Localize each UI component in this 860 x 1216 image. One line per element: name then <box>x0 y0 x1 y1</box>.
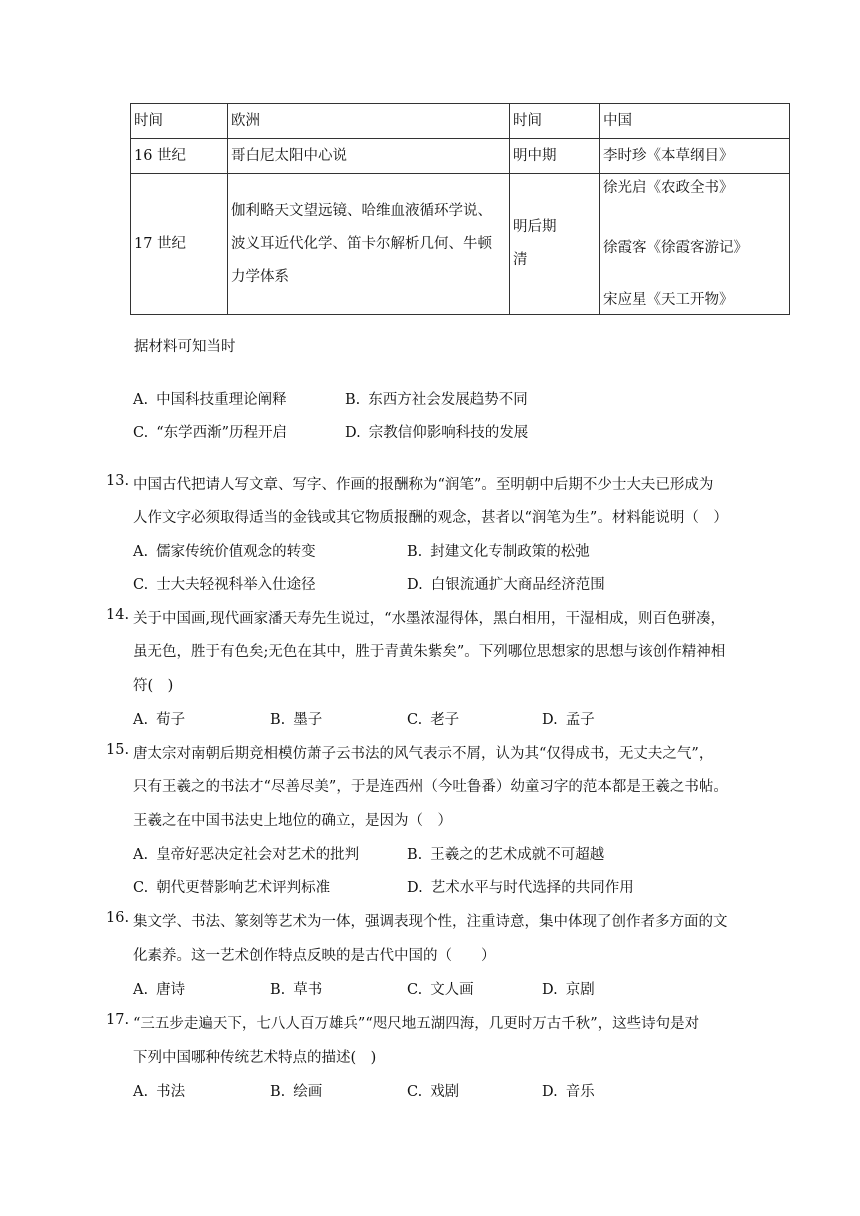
option-text: 艺术水平与时代选择的共同作用 <box>430 880 634 896</box>
option-a[interactable] <box>133 1080 185 1101</box>
table-cell: 李时珍《本草纲目》 <box>600 139 790 174</box>
option-key: A. <box>133 847 149 863</box>
question-line: 中国古代把请人写文章、写字、作画的报酬称为“润笔”。至明朝中后期不少士大夫已形成为 <box>133 477 714 493</box>
option-key: D. <box>542 712 558 728</box>
option-key: C. <box>407 712 423 728</box>
option-text: 白银流通扩大商品经济范围 <box>430 577 605 593</box>
option-key: D. <box>407 880 423 896</box>
option-key: A. <box>133 712 149 728</box>
cell-line: 波义耳近代化学、笛卡尔解析几何、牛顿 <box>231 235 492 252</box>
cell-line: 徐霞客《徐霞客游记》 <box>603 240 748 256</box>
option-text: 戏剧 <box>430 1084 460 1100</box>
option-key: B. <box>270 1084 286 1100</box>
option-text: 绘画 <box>293 1084 323 1100</box>
option-key: C. <box>407 982 423 998</box>
option-text: 士大夫轻视科举入仕途径 <box>156 577 316 593</box>
question-line: 集文学、书法、篆刻等艺术为一体，强调表现个性，注重诗意，集中体现了创作者多方面的文 <box>133 914 728 930</box>
question-line: 人作文字必须取得适当的金钱或其它物质报酬的观念，甚者以“润笔为生”。材料能说明（ ） <box>133 510 728 526</box>
option-d[interactable] <box>542 978 595 999</box>
question-number: 13. <box>106 473 130 489</box>
question-line: 符( ) <box>133 678 174 694</box>
option-key: B. <box>407 544 423 560</box>
table-cell-time-cn <box>510 174 600 315</box>
question-line: 化素养。这一艺术创作特点反映的是古代中国的（ ） <box>133 948 496 964</box>
option-key: A. <box>133 392 149 408</box>
option-key: D. <box>542 982 558 998</box>
table-row <box>131 139 790 174</box>
option-key: A. <box>133 982 149 998</box>
cell-line: 徐光启《农政全书》 <box>603 180 734 196</box>
option-c[interactable] <box>133 573 316 594</box>
option-text: 草书 <box>293 982 323 998</box>
option-text: 书法 <box>156 1084 186 1100</box>
option-a[interactable] <box>133 388 287 409</box>
table-cell: 明中期 <box>510 139 600 174</box>
question-stem: 据材料可知当时 <box>134 339 236 355</box>
header-cell: 时间 <box>131 104 228 139</box>
option-b[interactable] <box>270 1080 322 1101</box>
table-row <box>131 174 790 315</box>
option-key: C. <box>133 425 149 441</box>
option-text: “东学西渐”历程开启 <box>156 425 288 441</box>
header-cell: 时间 <box>510 104 600 139</box>
option-c[interactable] <box>133 421 287 442</box>
option-b[interactable] <box>270 978 322 999</box>
option-text: 王羲之的艺术成就不可超越 <box>430 847 605 863</box>
option-key: B. <box>270 712 286 728</box>
option-text: 东西方社会发展趋势不同 <box>368 392 528 408</box>
question-line: 只有王羲之的书法才“尽善尽美”，于是连西州（今吐鲁番）幼童习字的范本都是王羲之书帖。 <box>133 779 728 795</box>
option-key: D. <box>542 1084 558 1100</box>
option-text: 京剧 <box>565 982 595 998</box>
option-b[interactable] <box>407 843 604 864</box>
cell-line: 宋应星《天工开物》 <box>603 292 734 308</box>
question-number: 14. <box>106 607 130 623</box>
option-text: 唐诗 <box>156 982 186 998</box>
question-line: 下列中国哪种传统艺术特点的描述( ) <box>133 1050 377 1066</box>
option-b[interactable] <box>345 388 528 409</box>
question-line: 王羲之在中国书法史上地位的确立，是因为（ ） <box>133 813 452 829</box>
option-text: 荀子 <box>156 712 186 728</box>
question-line: 虽无色，胜于有色矣;无色在其中，胜于青黄朱紫矣”。下列哪位思想家的思想与该创作精神相 <box>133 644 726 660</box>
table-cell: 哥白尼太阳中心说 <box>228 139 510 174</box>
option-text: 老子 <box>430 712 460 728</box>
option-key: D. <box>407 577 423 593</box>
option-key: C. <box>407 1084 423 1100</box>
option-c[interactable] <box>133 876 330 897</box>
option-text: 朝代更替影响艺术评判标准 <box>156 880 331 896</box>
question-line: “三五步走遍天下，七八人百万雄兵”“咫尺地五湖四海，几更时万古千秋”，这些诗句是对 <box>133 1016 700 1032</box>
question-number: 17. <box>106 1012 130 1028</box>
header-cell: 中国 <box>600 104 790 139</box>
option-d[interactable] <box>407 876 634 897</box>
option-text: 封建文化专制政策的松弛 <box>430 544 590 560</box>
question-line: 唐太宗对南朝后期竞相模仿萧子云书法的风气表示不屑，认为其“仅得成书，无丈夫之气”， <box>133 746 714 762</box>
question-number: 16. <box>106 910 130 926</box>
table-cell: 17 世纪 <box>131 174 228 315</box>
option-text: 中国科技重理论阐释 <box>156 392 287 408</box>
table-cell-europe <box>228 174 510 315</box>
header-cell: 欧洲 <box>228 104 510 139</box>
option-c[interactable] <box>407 708 459 729</box>
option-key: C. <box>133 880 149 896</box>
option-key: B. <box>345 392 361 408</box>
option-b[interactable] <box>270 708 322 729</box>
cell-line: 伽利略天文望远镜、哈维血液循环学说、 <box>231 202 492 219</box>
option-text: 文人画 <box>430 982 474 998</box>
table-header-row <box>131 104 790 139</box>
option-text: 音乐 <box>565 1084 595 1100</box>
option-key: A. <box>133 1084 149 1100</box>
question-number: 15. <box>106 742 130 758</box>
option-a[interactable] <box>133 978 185 999</box>
option-d[interactable] <box>542 1080 595 1101</box>
table-cell-china <box>600 174 790 315</box>
option-c[interactable] <box>407 1080 459 1101</box>
option-d[interactable] <box>542 708 595 729</box>
option-text: 儒家传统价值观念的转变 <box>156 544 316 560</box>
option-a[interactable] <box>133 540 316 561</box>
option-key: A. <box>133 544 149 560</box>
option-d[interactable] <box>407 573 605 594</box>
option-text: 孟子 <box>565 712 595 728</box>
option-key: B. <box>270 982 286 998</box>
option-text: 宗教信仰影响科技的发展 <box>368 425 529 441</box>
option-text: 皇帝好恶决定社会对艺术的批判 <box>156 847 360 863</box>
comparison-table <box>130 103 790 315</box>
option-text: 墨子 <box>293 712 323 728</box>
cell-line: 力学体系 <box>231 268 289 285</box>
option-a[interactable] <box>133 843 359 864</box>
option-key: B. <box>407 847 423 863</box>
option-key: D. <box>345 425 361 441</box>
cell-line: 明后期 <box>513 219 557 235</box>
option-b[interactable] <box>407 540 590 561</box>
cell-line: 清 <box>513 252 528 268</box>
option-key: C. <box>133 577 149 593</box>
option-a[interactable] <box>133 708 185 729</box>
option-c[interactable] <box>407 978 474 999</box>
option-d[interactable] <box>345 421 528 442</box>
question-line: 关于中国画,现代画家潘天寿先生说过，“水墨浓湿得体，黑白相用，干湿相成，则百色骈凑， <box>133 611 726 627</box>
table-cell: 16 世纪 <box>131 139 228 174</box>
